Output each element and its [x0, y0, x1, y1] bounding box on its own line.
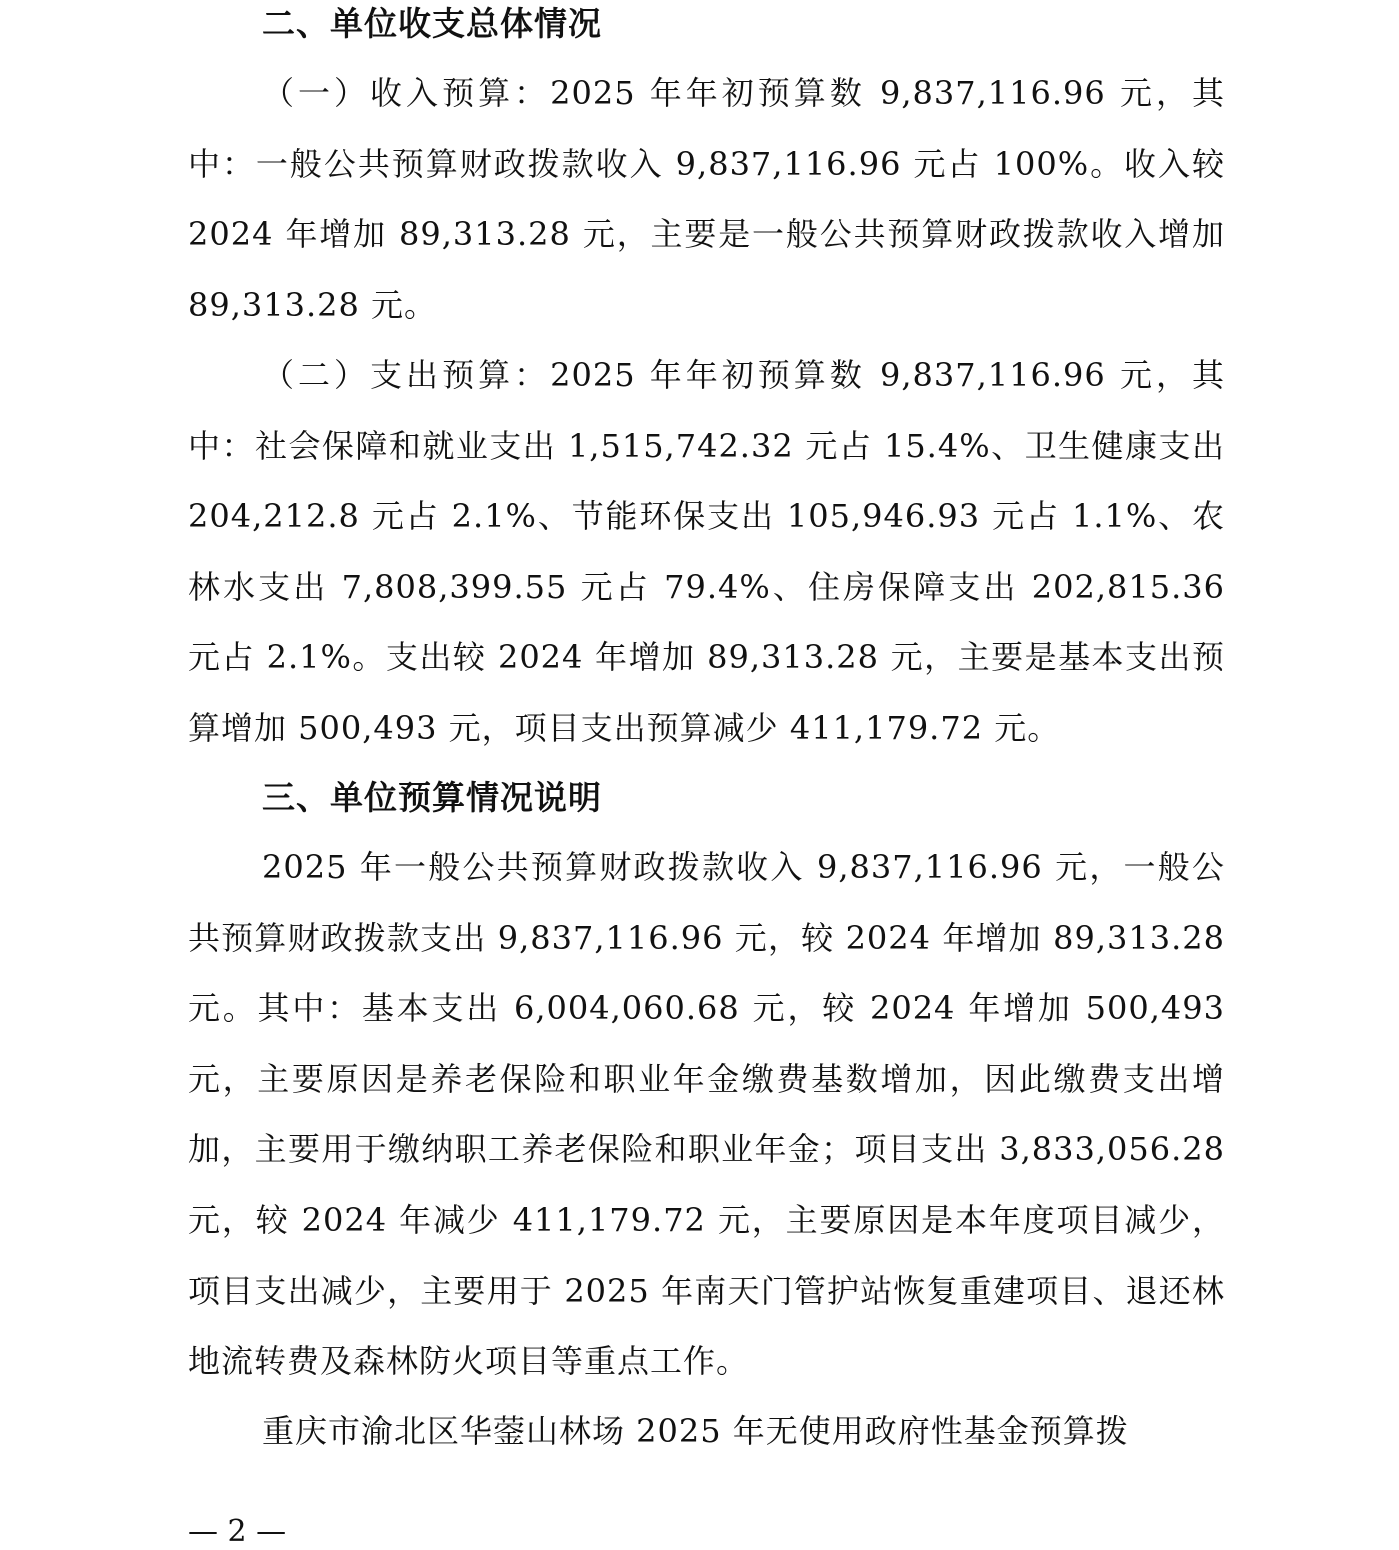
expense-budget-text: 2025 年年初预算数 9,837,116.96 元，其中：社会保障和就业支出 1,515,742.32 元占 15.4%、卫生健康支出 204,212.8 元占 2.1%、节能环保支出 105,946.93 元占 1.1%、农林水支出 7,808,399.55 元占 79.4%、住房保障支出 202,815.36 元占 2.1%。支出较 2024 年增加 89,313.28 元，主要是基本支出预算增加 500,493 元，项目支出预算减少 411,179.72 元。: [188, 356, 1225, 747]
expense-budget-paragraph: [188, 340, 1225, 764]
budget-explanation-paragraph: 2025 年一般公共预算财政拨款收入 9,837,116.96 元，一般公共预算财政拨款支出 9,837,116.96 元，较 2024 年增加 89,313.28 元。其中：基本支出 6,004,060.68 元，较 2024 年增加 500,493 元，主要原因是养老保险和职业年金缴费基数增加，因此缴费支出增加，主要用于缴纳职工养老保险和职业年金；项目支出 3,833,056.28 元，较 2024 年减少 411,179.72 元，主要原因是本年度项目减少，项目支出减少，主要用于 2025 年南天门管护站恢复重建项目、退还林地流转费及森林防火项目等重点工作。: [188, 848, 1225, 1381]
income-budget-label: （一）收入预算：: [262, 74, 551, 112]
page-number: — 2 —: [188, 1514, 287, 1549]
fund-budget-paragraph: 重庆市渝北区华蓥山林场 2025 年无使用政府性基金预算拨: [262, 1412, 1129, 1450]
income-budget-paragraph: [188, 58, 1225, 340]
section-heading-2: 二、单位收支总体情况: [262, 4, 602, 43]
income-budget-text: 2025 年年初预算数 9,837,116.96 元，其中：一般公共预算财政拨款收入 9,837,116.96 元占 100%。收入较 2024 年增加 89,313.28 元，主要是一般公共预算财政拨款收入增加 89,313.28 元。: [188, 74, 1225, 324]
section-heading-3: 三、单位预算情况说明: [262, 778, 602, 817]
expense-budget-label: （二）支出预算：: [262, 356, 551, 394]
